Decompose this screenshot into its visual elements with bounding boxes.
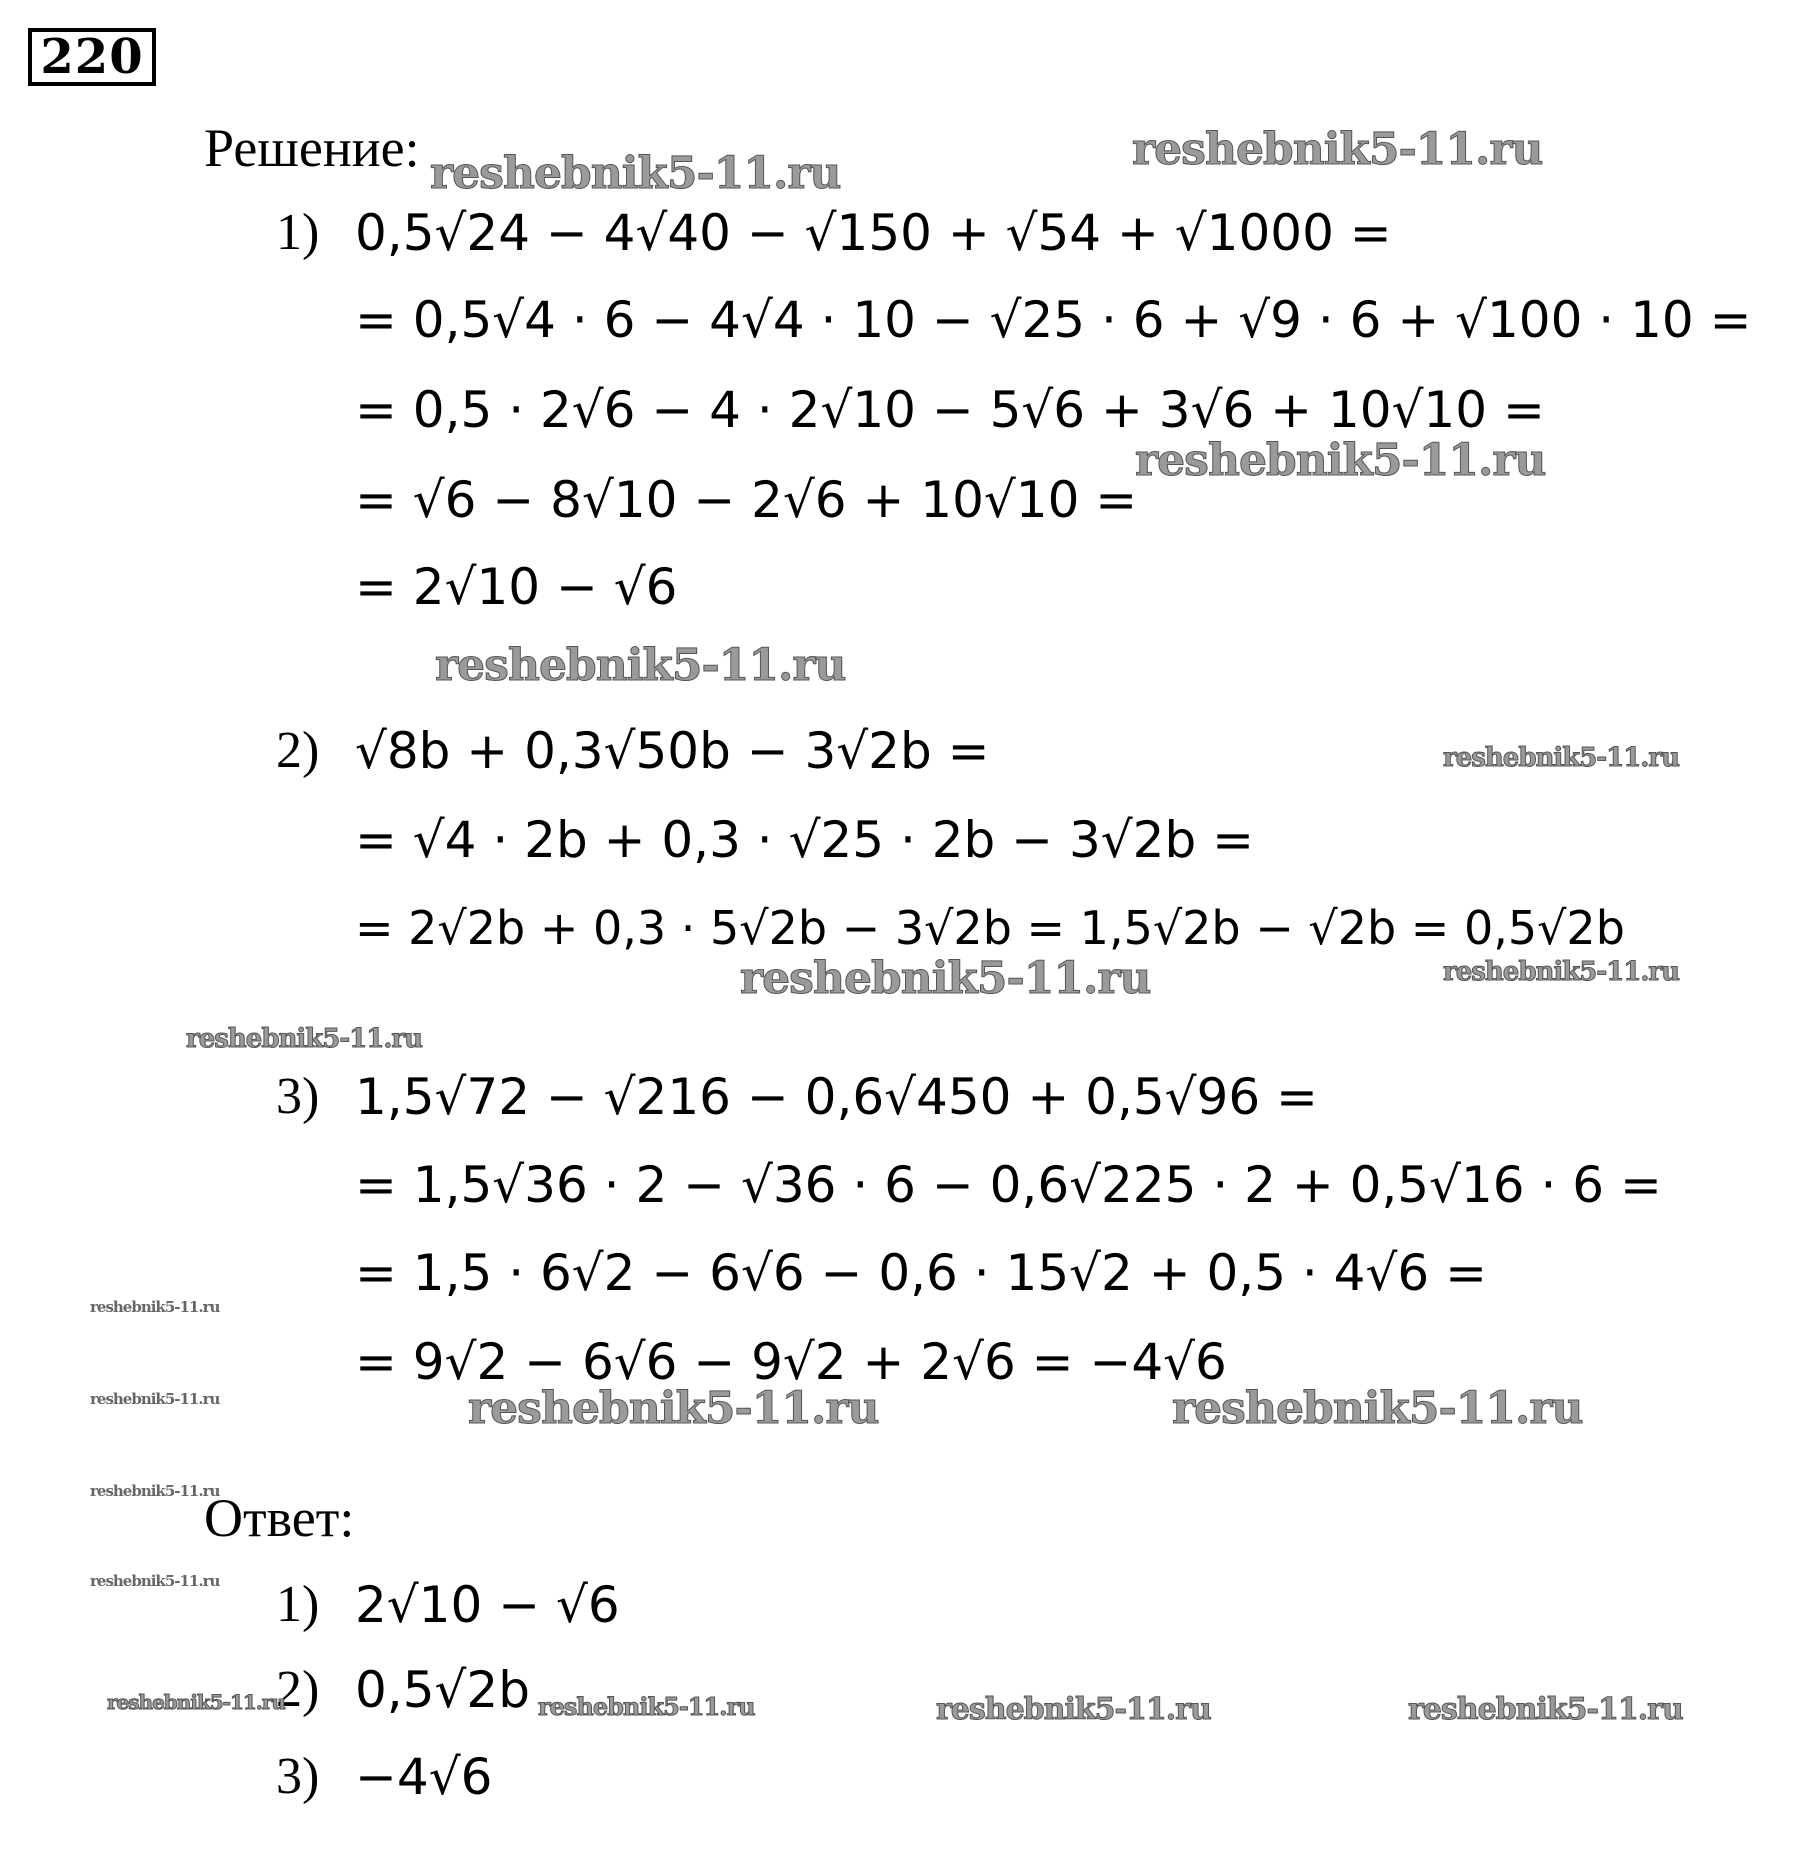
watermark: reshebnik5-11.ru — [1443, 957, 1680, 987]
watermark: reshebnik5-11.ru — [468, 1383, 879, 1434]
part1-line-2 — [0, 285, 1797, 355]
watermark: reshebnik5-11.ru — [1135, 435, 1546, 486]
answer-value: 2√10 − √6 — [355, 1576, 620, 1634]
part1-expression: = 2√10 − √6 — [355, 558, 678, 616]
part2-line-2 — [0, 805, 1797, 875]
watermark: reshebnik5-11.ru — [538, 1692, 755, 1721]
part1-line-1 — [0, 198, 1797, 268]
part2-expression: = 2√2b + 0,3 · 5√2b − 3√2b = 1,5√2b − √2b = 0,5√2b — [355, 901, 1625, 955]
answer-heading: Ответ: — [204, 1488, 355, 1548]
watermark: reshebnik5-11.ru — [1132, 124, 1543, 175]
answer-label: 2) — [276, 1661, 320, 1718]
answer-label: 1) — [276, 1576, 320, 1633]
watermark: reshebnik5-11.ru — [186, 1024, 423, 1054]
watermark: reshebnik5-11.ru — [1172, 1383, 1583, 1434]
answer-label: 3) — [276, 1748, 320, 1805]
watermark: reshebnik5-11.ru — [936, 1692, 1211, 1727]
part1-label: 1) — [276, 204, 320, 261]
solution-heading: Решение: — [204, 118, 420, 178]
part3-expression: 1,5√72 − √216 − 0,6√450 + 0,5√96 = — [355, 1068, 1318, 1126]
part2-expression: √8b + 0,3√50b − 3√2b = — [355, 722, 990, 780]
part1-line-5 — [0, 552, 1797, 622]
watermark: reshebnik5-11.ru — [90, 1482, 220, 1500]
watermark: reshebnik5-11.ru — [107, 1690, 285, 1714]
watermark: reshebnik5-11.ru — [740, 953, 1151, 1004]
part3-line-2 — [0, 1150, 1797, 1220]
part3-expression: = 1,5√36 · 2 − √36 · 6 − 0,6√225 · 2 + 0,5√16 · 6 = — [355, 1156, 1662, 1214]
part1-expression: = √6 − 8√10 − 2√6 + 10√10 = — [355, 471, 1138, 529]
part3-line-3 — [0, 1238, 1797, 1308]
part3-expression: = 1,5 · 6√2 − 6√6 − 0,6 · 15√2 + 0,5 · 4√6 = — [355, 1244, 1487, 1302]
watermark: reshebnik5-11.ru — [1443, 743, 1680, 773]
answer-3 — [0, 1742, 1797, 1812]
answer-value: 0,5√2b — [355, 1661, 530, 1719]
part1-expression: = 0,5√4 · 6 − 4√4 · 10 − √25 · 6 + √9 · 6 + √100 · 10 = — [355, 291, 1752, 349]
part3-label: 3) — [276, 1068, 320, 1125]
answer-value: −4√6 — [355, 1748, 493, 1806]
answer-1 — [0, 1570, 1797, 1640]
part1-expression: = 0,5 · 2√6 − 4 · 2√10 − 5√6 + 3√6 + 10√10 = — [355, 381, 1545, 439]
problem-number: 220 — [28, 28, 156, 86]
part2-expression: = √4 · 2b + 0,3 · √25 · 2b − 3√2b = — [355, 811, 1254, 869]
watermark: reshebnik5-11.ru — [430, 148, 841, 199]
part1-expression: 0,5√24 − 4√40 − √150 + √54 + √1000 = — [355, 204, 1392, 262]
part3-expression: = 9√2 − 6√6 − 9√2 + 2√6 = −4√6 — [355, 1333, 1227, 1391]
watermark: reshebnik5-11.ru — [90, 1572, 220, 1590]
watermark: reshebnik5-11.ru — [90, 1390, 220, 1408]
watermark: reshebnik5-11.ru — [1408, 1692, 1683, 1727]
watermark: reshebnik5-11.ru — [90, 1298, 220, 1316]
part3-line-1 — [0, 1062, 1797, 1132]
part2-label: 2) — [276, 722, 320, 779]
watermark: reshebnik5-11.ru — [435, 640, 846, 691]
